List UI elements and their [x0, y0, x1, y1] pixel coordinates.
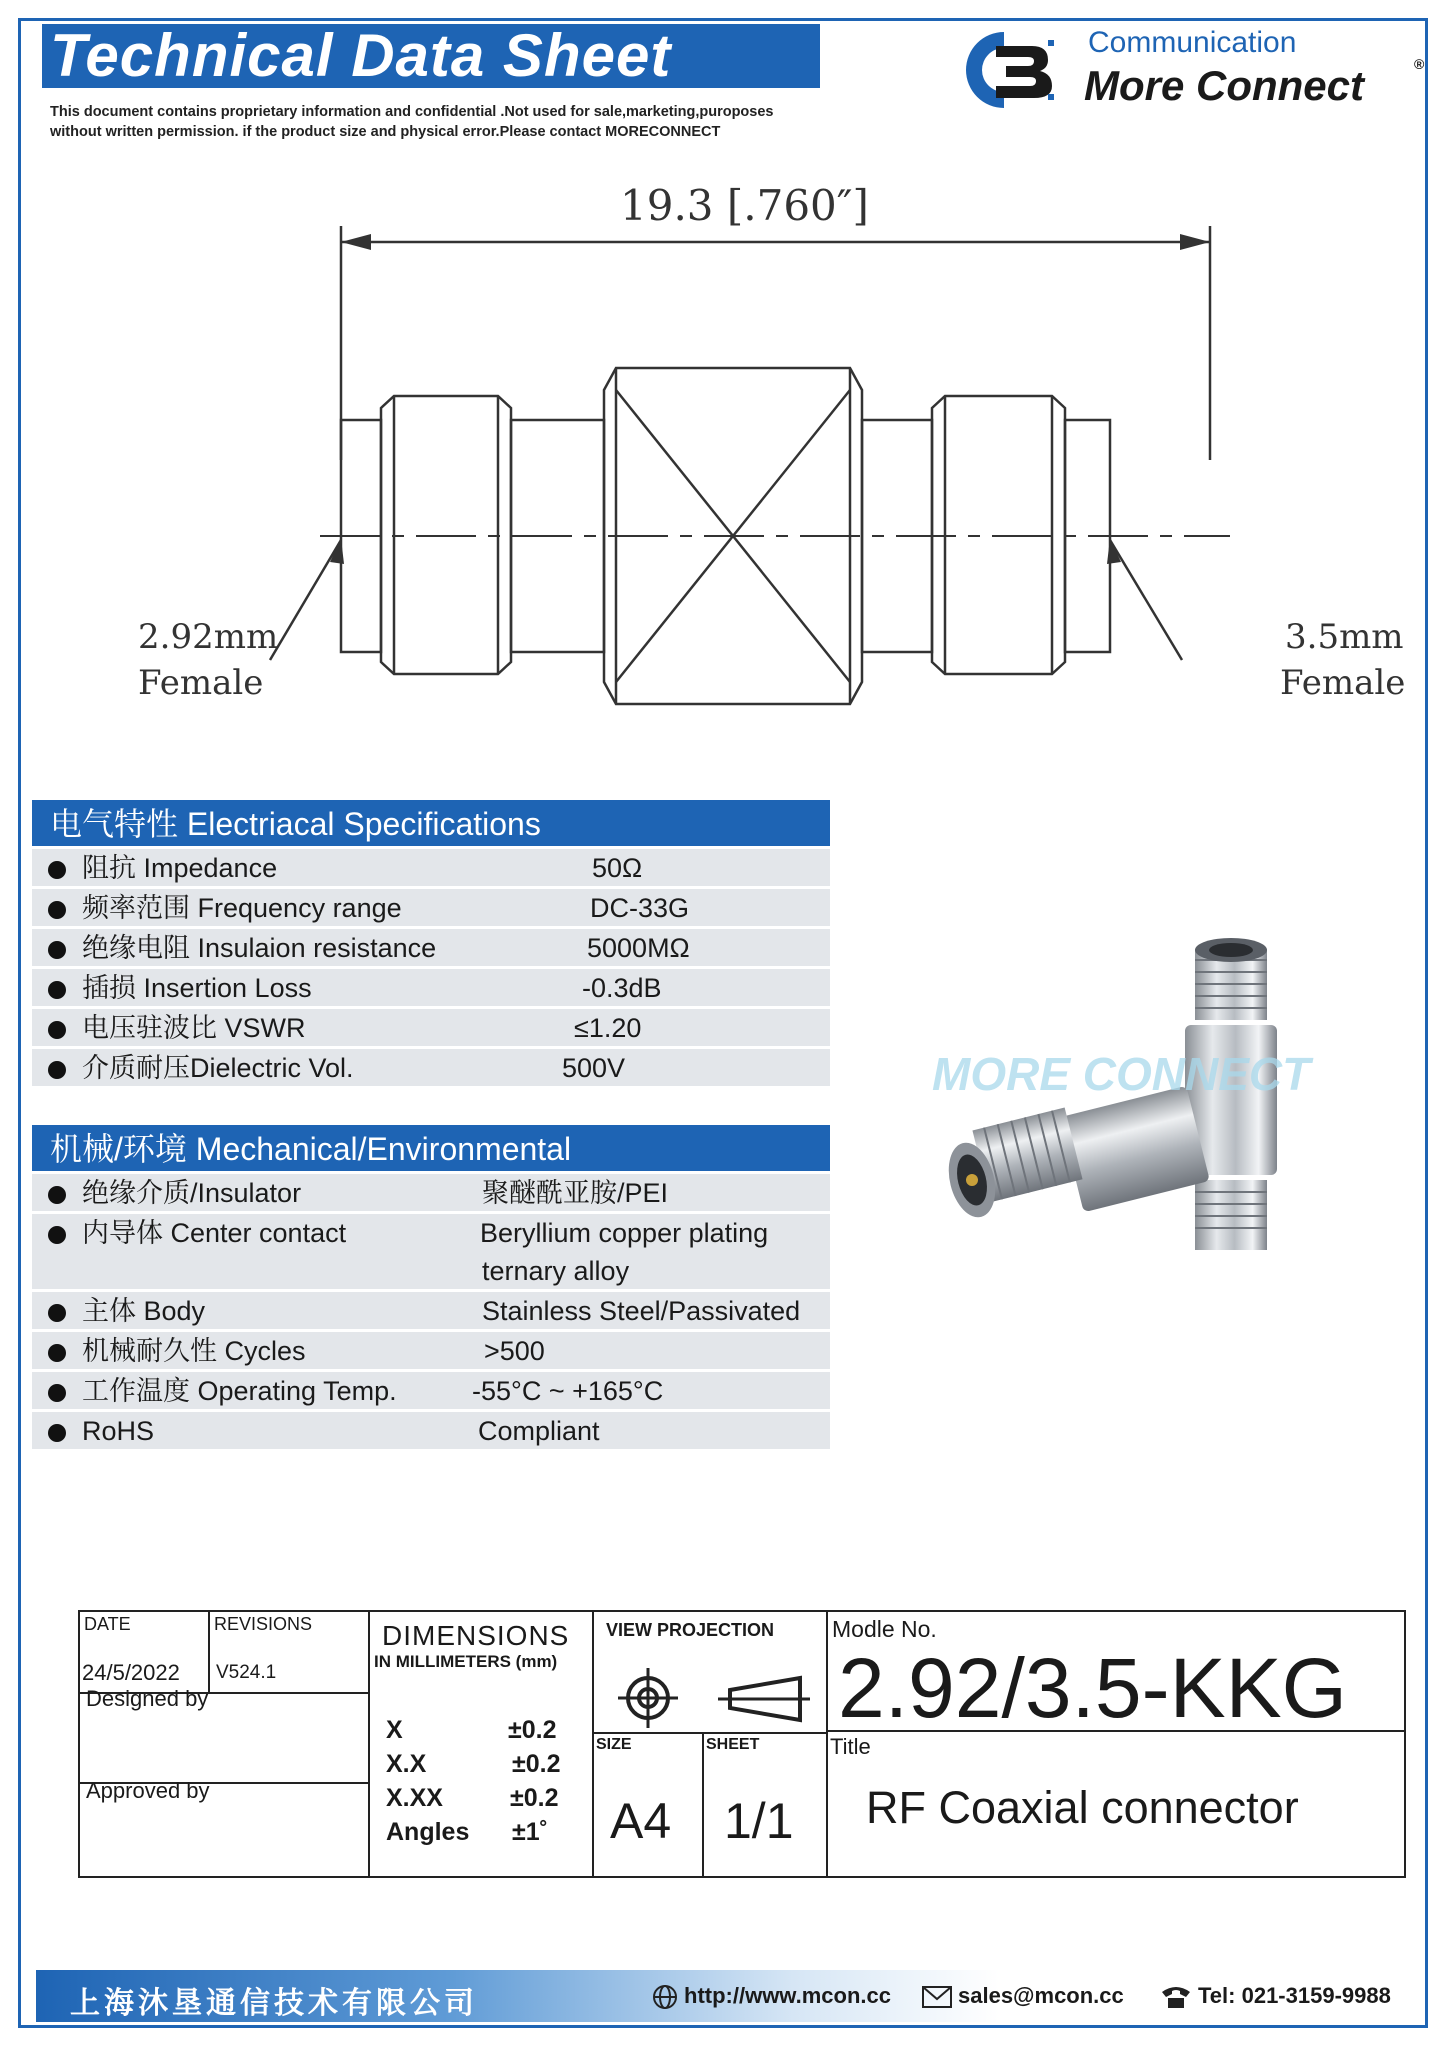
- bullet-icon: [48, 1344, 66, 1362]
- tolerance-value: ±0.2: [510, 1784, 559, 1812]
- spec-row: 主体 Body Stainless Steel/Passivated: [32, 1292, 830, 1332]
- bullet-icon: [48, 1186, 66, 1204]
- brand-name: More Connect: [1084, 62, 1365, 109]
- spec-row: 绝缘电阻 Insulaion resistance 5000MΩ: [32, 929, 830, 969]
- globe-icon: [652, 1984, 678, 2010]
- title-label: Title: [830, 1734, 871, 1759]
- model-label: Modle No.: [832, 1616, 937, 1642]
- date-value: 24/5/2022: [82, 1660, 180, 1685]
- document-title: Technical Data Sheet: [42, 24, 820, 88]
- company-name: 上海沐垦通信技术有限公司: [70, 1986, 478, 2021]
- registered-mark: ®: [1414, 56, 1425, 72]
- technical-drawing: [120, 160, 1420, 740]
- tolerance-key: X.XX: [386, 1784, 443, 1812]
- revision-value: V524.1: [216, 1662, 277, 1683]
- bullet-icon: [48, 861, 66, 879]
- disclaimer-line-1: This document contains proprietary information and confidential .Not used for sale,marketing,puroposes: [50, 104, 774, 120]
- size-value: A4: [610, 1793, 672, 1849]
- date-label: DATE: [84, 1614, 131, 1634]
- right-port-size: 3.5mm: [1285, 617, 1404, 657]
- designed-by-label: Designed by: [86, 1686, 209, 1711]
- projection-symbol-icon: [610, 1662, 815, 1730]
- model-number: 2.92/3.5-KKG: [838, 1641, 1347, 1735]
- tolerance-value: ±0.2: [512, 1750, 561, 1778]
- sheet-label: SHEET: [706, 1736, 760, 1753]
- dimensions-label: DIMENSIONS: [382, 1620, 570, 1651]
- view-projection-label: VIEW PROJECTION: [606, 1620, 775, 1640]
- title-block: [78, 1610, 1406, 1878]
- tolerance-key: X.X: [386, 1750, 427, 1778]
- bullet-icon: [48, 1061, 66, 1079]
- approved-by-label: Approved by: [86, 1778, 210, 1803]
- mail-icon: [922, 1986, 952, 2008]
- spec-row: 绝缘介质/Insulator 聚醚酰亚胺/PEI: [32, 1174, 830, 1214]
- tolerance-value: ±1˚: [512, 1818, 548, 1846]
- units-label: IN MILLIMETERS (mm): [374, 1652, 558, 1671]
- spec-row: 机械耐久性 Cycles >500: [32, 1332, 830, 1372]
- product-photo: [860, 800, 1420, 1300]
- size-label: SIZE: [596, 1736, 632, 1753]
- bullet-icon: [48, 1384, 66, 1402]
- company-logo: [944, 26, 1064, 114]
- left-port-size: 2.92mm: [138, 617, 279, 657]
- electrical-spec-heading: 电气特性 Electriacal Specifications: [32, 800, 830, 846]
- tolerance-value: ±0.2: [508, 1716, 557, 1744]
- spec-row: RoHS Compliant: [32, 1412, 830, 1452]
- bullet-icon: [48, 1424, 66, 1442]
- spec-row: 频率范围 Frequency range DC-33G: [32, 889, 830, 929]
- bullet-icon: [48, 941, 66, 959]
- disclaimer: [50, 102, 850, 142]
- left-port-gender: Female: [138, 663, 264, 703]
- email-link[interactable]: sales@mcon.cc: [958, 1983, 1124, 2008]
- overall-length-label: 19.3 [.760″]: [620, 181, 869, 230]
- bullet-icon: [48, 901, 66, 919]
- bullet-icon: [48, 1226, 66, 1244]
- spec-row: 阻抗 Impedance 50Ω: [32, 849, 830, 889]
- spec-row: 介质耐压Dielectric Vol. 500V: [32, 1049, 830, 1089]
- brand-tagline: Communication: [1088, 26, 1297, 59]
- telephone-icon: [1160, 1984, 1192, 2010]
- photo-watermark: MORE CONNECT: [932, 1048, 1311, 1100]
- sheet-value: 1/1: [724, 1793, 794, 1849]
- right-port-gender: Female: [1280, 663, 1406, 703]
- spec-row: 工作温度 Operating Temp. -55°C ~ +165°C: [32, 1372, 830, 1412]
- bullet-icon: [48, 981, 66, 999]
- website-link[interactable]: http://www.mcon.cc: [684, 1983, 891, 2008]
- revisions-label: REVISIONS: [214, 1614, 313, 1634]
- bullet-icon: [48, 1304, 66, 1322]
- spec-row: 电压驻波比 VSWR ≤1.20: [32, 1009, 830, 1049]
- product-title: RF Coaxial connector: [866, 1782, 1299, 1833]
- tolerance-key: X: [386, 1716, 403, 1744]
- mechanical-spec-heading: 机械/环境 Mechanical/Environmental: [32, 1125, 830, 1171]
- spec-row: 内导体 Center contact Beryllium copper plating ternary alloy: [32, 1214, 830, 1292]
- bullet-icon: [48, 1021, 66, 1039]
- disclaimer-line-2: without written permission. if the product size and physical error.Please contact MORECONNECT: [50, 124, 721, 140]
- telephone-number: Tel: 021-3159-9988: [1198, 1983, 1391, 2008]
- tolerance-key: Angles: [386, 1818, 470, 1846]
- spec-row: 插损 Insertion Loss -0.3dB: [32, 969, 830, 1009]
